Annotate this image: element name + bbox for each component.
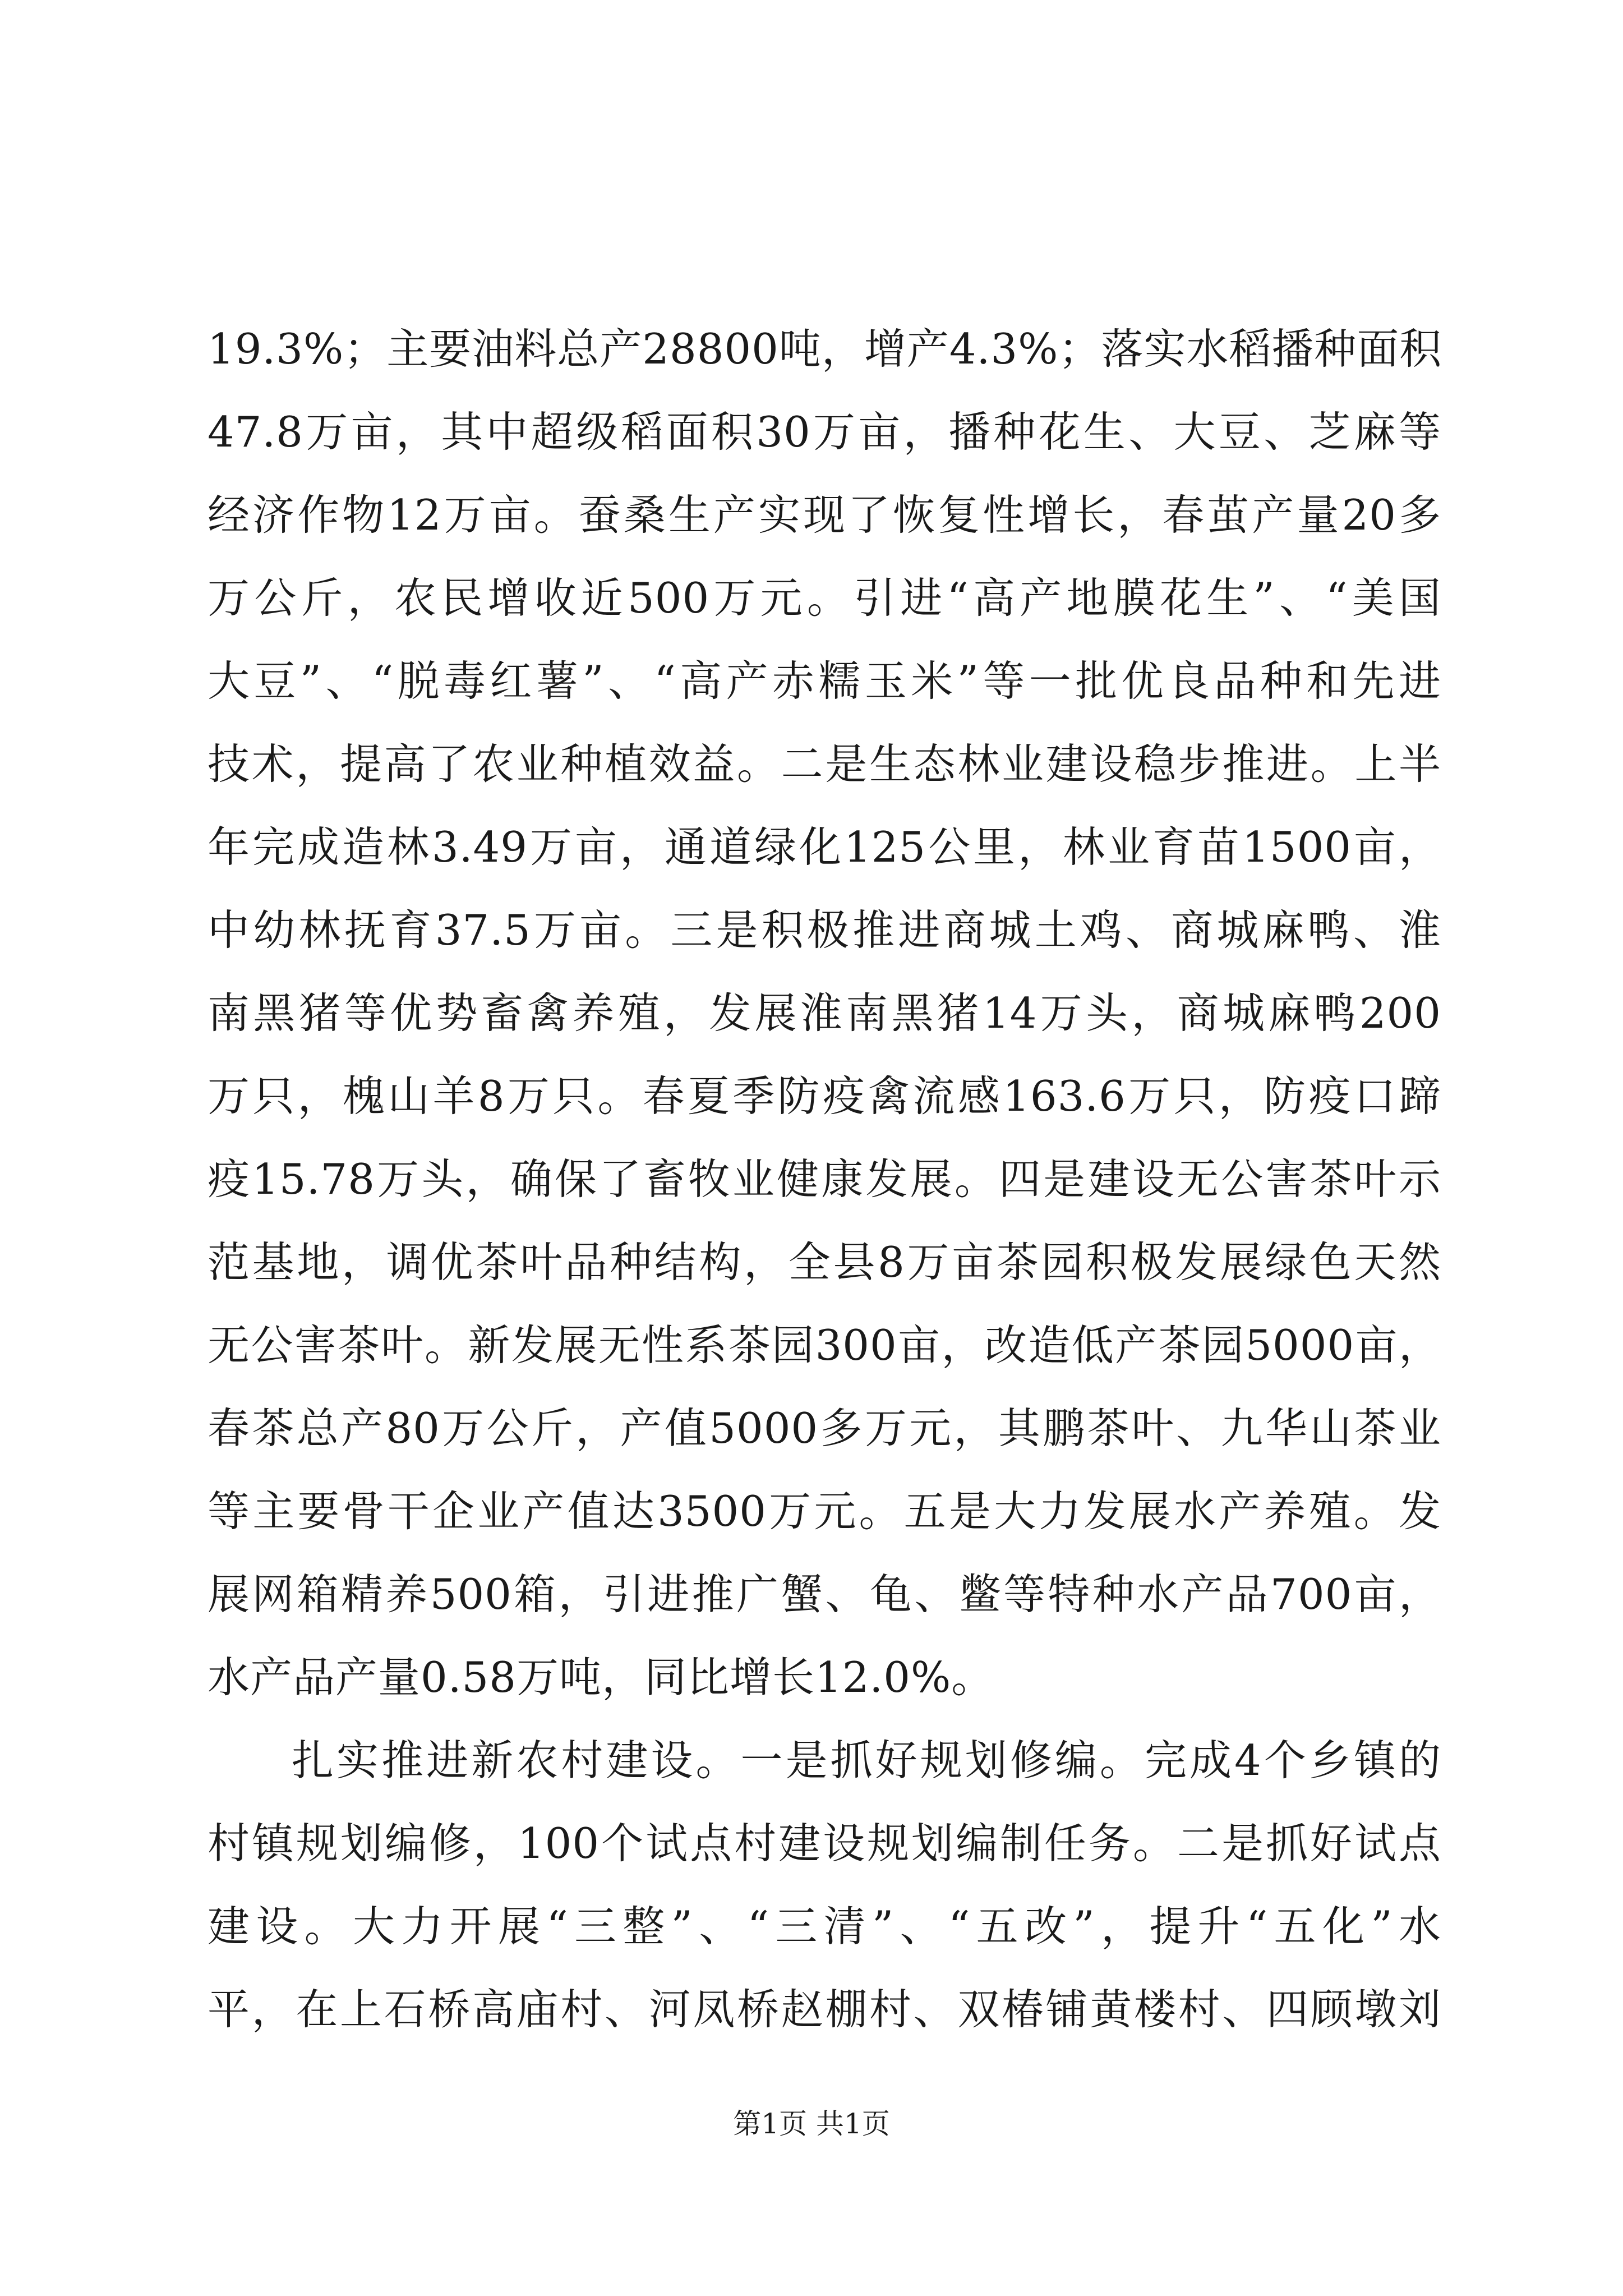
document-body xyxy=(208,307,1441,2051)
text-line: 疫15.78万头，确保了畜牧业健康发展。四是建设无公害茶叶示 xyxy=(208,1154,1441,1204)
text-line: 技术，提高了农业种植效益。二是生态林业建设稳步推进。上半 xyxy=(208,739,1441,789)
text-line: 扎实推进新农村建设。一是抓好规划修编。完成4个乡镇的 xyxy=(292,1736,1441,1785)
text-line: 年完成造林3.49万亩，通道绿化125公里，林业育苗1500亩， xyxy=(208,822,1441,872)
text-line: 47.8万亩，其中超级稻面积30万亩，播种花生、大豆、芝麻等 xyxy=(208,407,1441,457)
text-line: 水产品产量0.58万吨，同比增长12.0%。 xyxy=(208,1653,994,1702)
text-line: 平，在上石桥高庙村、河凤桥赵棚村、双椿铺黄楼村、四顾墩刘 xyxy=(208,1985,1441,2034)
text-line: 万只，槐山羊8万只。春夏季防疫禽流感163.6万只，防疫口蹄 xyxy=(208,1071,1441,1121)
text-line: 建设。大力开展“三整”、“三清”、“五改”，提升“五化”水 xyxy=(208,1902,1441,1951)
text-line: 等主要骨干企业产值达3500万元。五是大力发展水产养殖。发 xyxy=(208,1487,1441,1536)
text-line: 村镇规划编修，100个试点村建设规划编制任务。二是抓好试点 xyxy=(208,1819,1441,1868)
text-line: 范基地，调优茶叶品种结构，全县8万亩茶园积极发展绿色天然 xyxy=(208,1237,1441,1287)
text-line: 展网箱精养500箱，引进推广蟹、龟、鳖等特种水产品700亩， xyxy=(208,1570,1441,1619)
text-line: 大豆”、“脱毒红薯”、“高产赤糯玉米”等一批优良品种和先进 xyxy=(208,656,1441,706)
text-line: 中幼林抚育37.5万亩。三是积极推进商城土鸡、商城麻鸭、淮 xyxy=(208,905,1441,955)
text-line: 无公害茶叶。新发展无性系茶园300亩，改造低产茶园5000亩， xyxy=(208,1320,1441,1370)
page-footer: 第1页 共1页 xyxy=(733,2108,890,2140)
text-line: 春茶总产80万公斤，产值5000多万元，其鹏茶叶、九华山茶业 xyxy=(208,1404,1441,1453)
text-line: 南黑猪等优势畜禽养殖，发展淮南黑猪14万头，商城麻鸭200 xyxy=(208,988,1441,1038)
text-line: 19.3%；主要油料总产28800吨，增产4.3%；落实水稻播种面积 xyxy=(208,324,1442,374)
text-line: 万公斤，农民增收近500万元。引进“高产地膜花生”、“美国 xyxy=(208,573,1441,623)
text-line: 经济作物12万亩。蚕桑生产实现了恢复性增长，春茧产量20多 xyxy=(208,490,1441,540)
